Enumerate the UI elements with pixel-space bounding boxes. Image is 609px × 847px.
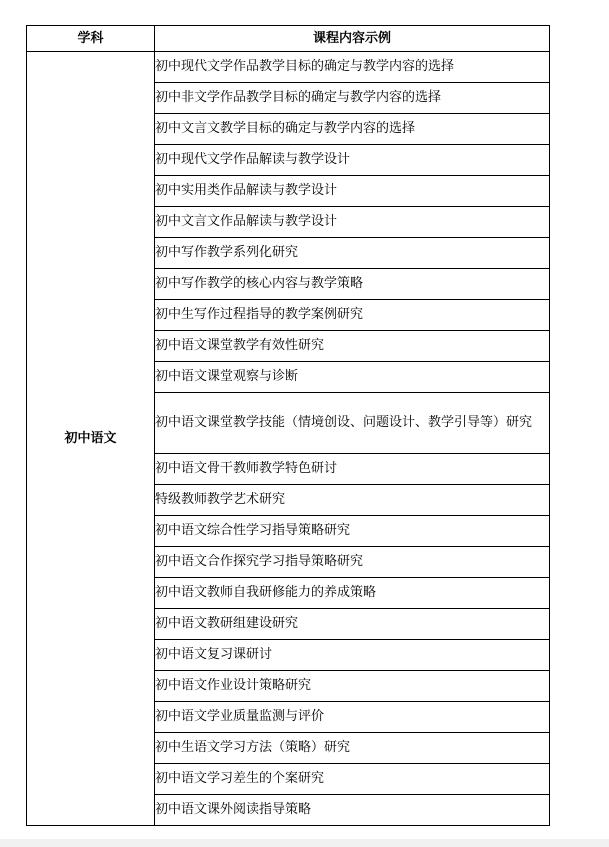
course-cell: 初中语文复习课研讨	[155, 640, 550, 671]
course-cell: 初中语文合作探究学习指导策略研究	[155, 547, 550, 578]
course-cell: 初中文言文教学目标的确定与教学内容的选择	[155, 114, 550, 145]
course-cell: 初中语文骨干教师教学特色研讨	[155, 454, 550, 485]
course-cell: 初中写作教学的核心内容与教学策略	[155, 269, 550, 300]
page-bottom-strip	[0, 839, 609, 847]
course-cell: 初中生语文学习方法（策略）研究	[155, 733, 550, 764]
course-cell: 初中非文学作品教学目标的确定与教学内容的选择	[155, 83, 550, 114]
examples-header: 课程内容示例	[155, 26, 550, 52]
course-cell: 初中文言文作品解读与教学设计	[155, 207, 550, 238]
course-cell: 初中生写作过程指导的教学案例研究	[155, 300, 550, 331]
table-row	[27, 52, 550, 83]
course-cell: 初中语文课堂教学有效性研究	[155, 331, 550, 362]
course-cell: 特级教师教学艺术研究	[155, 485, 550, 516]
course-cell: 初中语文综合性学习指导策略研究	[155, 516, 550, 547]
header-row	[27, 26, 550, 52]
course-cell: 初中写作教学系列化研究	[155, 238, 550, 269]
course-table	[26, 25, 550, 826]
course-cell: 初中语文学习差生的个案研究	[155, 764, 550, 795]
subject-header: 学科	[27, 26, 155, 52]
course-cell: 初中现代文学作品教学目标的确定与教学内容的选择	[155, 52, 550, 83]
course-cell: 初中现代文学作品解读与教学设计	[155, 145, 550, 176]
course-cell: 初中语文作业设计策略研究	[155, 671, 550, 702]
course-cell: 初中语文教师自我研修能力的养成策略	[155, 578, 550, 609]
course-cell: 初中语文课堂观察与诊断	[155, 362, 550, 393]
course-cell: 初中语文课外阅读指导策略	[155, 795, 550, 826]
course-cell: 初中语文课堂教学技能（情境创设、问题设计、教学引导等）研究	[155, 393, 550, 454]
course-cell: 初中语文学业质量监测与评价	[155, 702, 550, 733]
subject-cell: 初中语文	[27, 52, 155, 826]
course-cell: 初中实用类作品解读与教学设计	[155, 176, 550, 207]
course-cell: 初中语文教研组建设研究	[155, 609, 550, 640]
